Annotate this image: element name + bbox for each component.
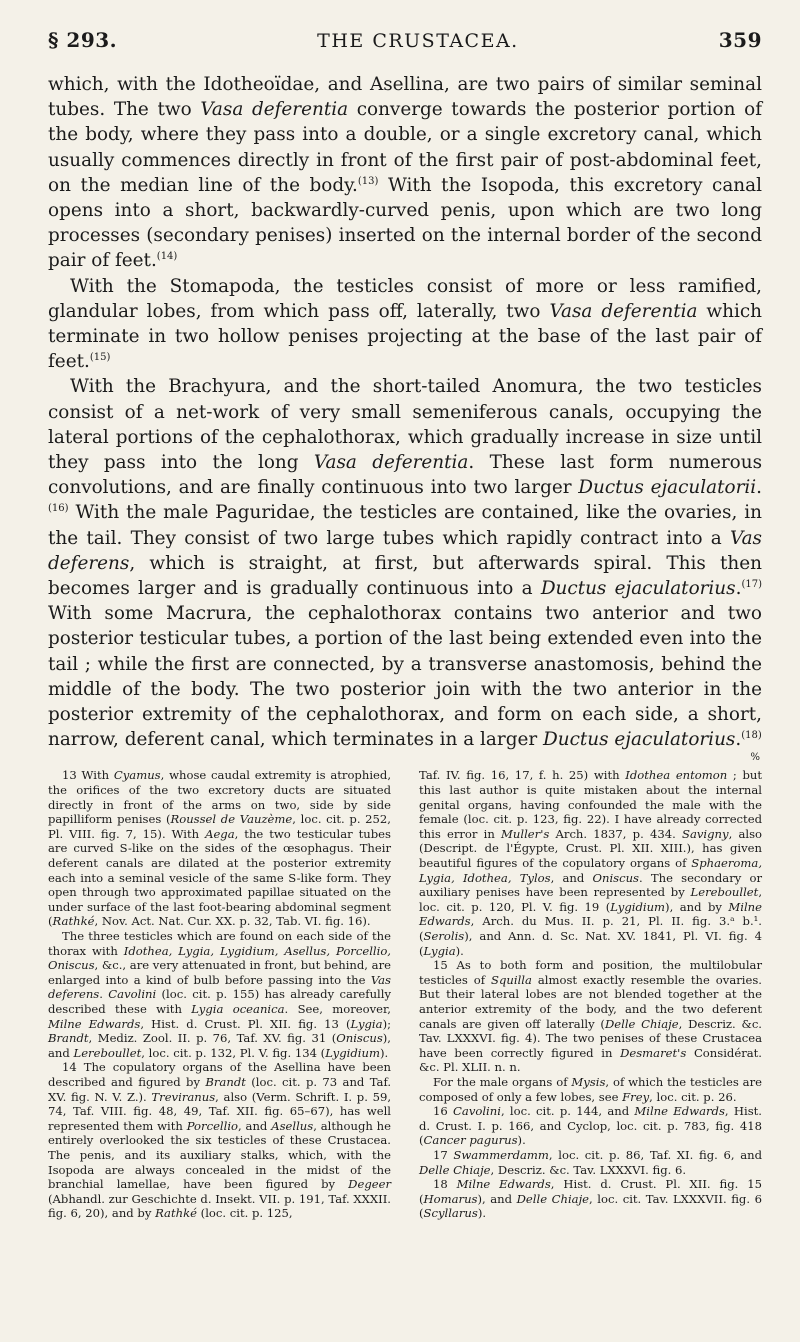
footnotes-left-column bbox=[48, 768, 391, 1220]
paragraph-stomapoda: With the Stomapoda, the testicles consist of more or less ramified, glandular lobes, from which pass off, laterally, two Vasa deferentia which terminate in two hollow penises projecting at the base of the last pair of feet.$^{(15)}$ bbox=[48, 275, 762, 373]
main-text bbox=[48, 72, 762, 752]
footnote-ref-16[interactable]: (16) bbox=[48, 503, 69, 515]
paragraph-isopoda: which, with the Idotheoïdae, and Asellina, are two pairs of similar seminal tubes. The two Vasa deferentia converge towards the posterior portion of the body, where they pass into a double, or a single excretory canal, which usually commences directly in front of the first pair of post-abdominal feet, on the median line of the body.$^{(13)}$ With the Isopoda, this excretory canal opens into a short, backwardly-curved penis, upon which are two long processes (secondary penises) inserted on the internal border of the second pair of feet.$^{(14)}$ bbox=[48, 74, 762, 272]
footnote-13: 13 With Cyamus, whose caudal extremity is atrophied, the orifices of the two excretory ducts are situated directly in front of the arms on two, side by side papilliform penises (Roussel de Vauzème, loc. cit. p. 252, Pl. VIII. fig. 7, 15). With Aega, the two testicular tubes are curved S-like on the sides of the œsophagus. Their deferent canals are dilated at the posterior extremity each into a seminal vesicle of the same S-like form. They open through two approximated papillae situated on the under surface of the last foot-bearing abdominal segment (Rathké, Nov. Act. Nat. Cur. XX. p. 32, Tab. VI. fig. 16). bbox=[48, 768, 391, 929]
footnote-ref-13[interactable]: (13) bbox=[357, 175, 379, 187]
footnote-ref-14[interactable]: (14) bbox=[156, 251, 178, 263]
footnote-ref-17[interactable]: (17) bbox=[741, 579, 762, 591]
running-head bbox=[48, 28, 762, 62]
page-number: 359 bbox=[718, 28, 762, 52]
running-title: THE CRUSTACEA. bbox=[317, 30, 519, 52]
footnote-14-continued: Taf. IV. fig. 16, 17, f. h. 25) with Idothea entomon ; but this last author is quite mistaken about the internal genital organs, having confounded the male with the female (loc. cit. p. 123, fig. 22). I have already corrected this error in Muller's Arch. 1837, p. 434. Savigny, also (Descript. de l'Égypte, Crust. Pl. XII. XIII.), has given beautiful figures of the copulatory organs of Sphaeroma, Lygia, Idothea, Tylos, and Oniscus. The secondary or auxiliary penises have been represented by Lereboullet, loc. cit. p. 120, Pl. V. fig. 19 (Lygidium), and by Milne Edwards, Arch. du Mus. II. p. 21, Pl. II. fig. 3.ᵃ b.¹. (Serolis), and Ann. d. Sc. Nat. XV. 1841, Pl. VI. fig. 4 (Lygia). bbox=[419, 768, 763, 958]
footnote-15: 15 As to both form and position, the multilobular testicles of Squilla almost exactly resemble the ovaries. But their lateral lobes are not blended together at the anterior extremity of the body, and the two deferent canals are given off laterally (Delle Chiaje, Descriz. &c. Tav. LXXXVI. fig. 4). The two penises of these Crustacea have been correctly figured in Desmaret's Considérat. &c. Pl. XLII. n. n. bbox=[419, 958, 762, 1075]
footnote-ref-15[interactable]: (15) bbox=[89, 352, 111, 364]
footnote-ref-18[interactable]: (18) bbox=[741, 730, 762, 742]
footnote-16: 16 Cavolini, loc. cit. p. 144, and Milne Edwards, Hist. d. Crust. I. p. 166, and Cyclop, loc. cit. p. 783, fig. 418 (Cancer pagurus). bbox=[419, 1104, 762, 1148]
section-number: § 293. bbox=[48, 28, 118, 52]
footnote-14: 14 The copulatory organs of the Asellina have been described and figured by Brandt (loc. cit. p. 73 and Taf. XV. fig. N. V. Z.). Treviranus, also (Verm. Schrift. I. p. 59, 74, Taf. VIII. fig. 48, 49, Taf. XII. fig. 65–67), has well represented them with Porcellio, and Asellus, although he entirely overlooked the six testicles of these Crustacea. The penis, and its auxiliary stalks, which, with the Isopoda are always concealed in the midst of the branchial lamellae, have been figured by Degeer (Abhandl. zur Geschichte d. Insekt. VII. p. 191, Taf. XXXII. fig. 6, 20), and by Rathké (loc. cit. p. 125, bbox=[48, 1060, 392, 1221]
footnote-18: 18 Milne Edwards, Hist. d. Crust. Pl. XII. fig. 15 (Homarus), and Delle Chiaje, loc. cit. Tav. LXXXVII. fig. 6 (Scyllarus). bbox=[419, 1177, 762, 1221]
footnote-13-continued: The three testicles which are found on each side of the thorax with Idothea, Lygia, Lygidium, Asellus, Porcellio, Oniscus, &c., are very attenuated in front, but behind, are enlarged into a kind of bulb before passing into the Vas deferens. Cavolini (loc. cit. p. 155) has already carefully described these with Lygia oceanica. See, moreover, Milne Edwards, Hist. d. Crust. Pl. XII. fig. 13 (Lygia); Brandt, Mediz. Zool. II. p. 76, Taf. XV. fig. 31 (Oniscus), and Lereboullet, loc. cit. p. 132, Pl. V. fig. 134 (Lygidium). bbox=[48, 929, 392, 1060]
paragraph-brachyura: With the Brachyura, and the short-tailed Anomura, the two testicles consist of a net-work of very small semeniferous canals, occupying the lateral portions of the cephalothorax, which gradually increase in size until they pass into the long Vasa deferentia. These last form numerous convolutions, and are finally continuous into two larger Ductus ejaculatorii.$^{(16)}$ With the male Paguridae, the testicles are contained, like the ovaries, in the tail. They consist of two large tubes which rapidly contract into a Vas deferens, which is straight, at first, but afterwards spiral. This then becomes larger and is gradually continuous into a Ductus ejaculatorius.$^{(17)}$ With some Macrura, the cephalothorax contains two anterior and two posterior testicular tubes, a portion of the last being extended even into the tail ; while the first are connected, by a transverse anastomosis, behind the middle of the body. The two posterior join with the two anterior in the posterior extremity of the cephalothorax, and form on each side, a short, narrow, deferent canal, which terminates in a larger Ductus ejaculatorius.$^{(18)}$ bbox=[48, 376, 763, 751]
footnotes bbox=[48, 768, 762, 1220]
footnote-15-continued: For the male organs of Mysis, of which the testicles are composed of only a few lobes, see Frey, loc. cit. p. 26. bbox=[419, 1074, 762, 1104]
footnotes-right-column bbox=[419, 768, 762, 1220]
signature-mark: % bbox=[750, 752, 760, 764]
footnote-17: 17 Swammerdamm, loc. cit. p. 86, Taf. XI. fig. 6, and Delle Chiaje, Descriz. &c. Tav. LXXXVI. fig. 6. bbox=[419, 1147, 762, 1177]
book-page bbox=[48, 28, 762, 1221]
